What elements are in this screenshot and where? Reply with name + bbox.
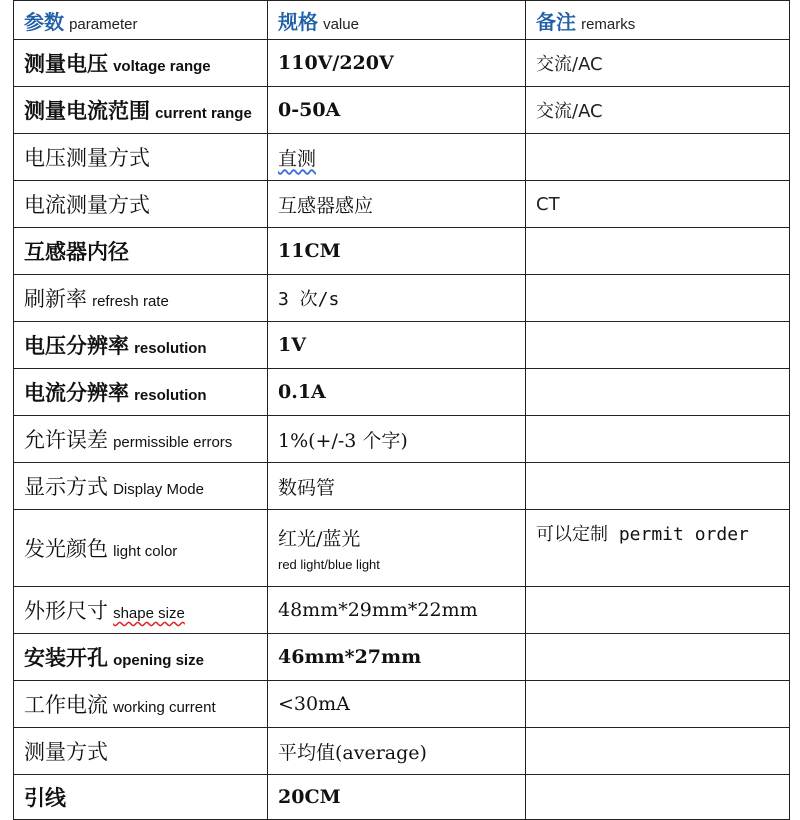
remark-cell [526, 775, 790, 820]
param-cell: 电流测量方式 [14, 181, 268, 228]
param-cell: 互感器内径 [14, 228, 268, 275]
param-cell: 外形尺寸 shape size [14, 587, 268, 634]
remark-cell [526, 322, 790, 369]
value-cell: 46mm*27mm [268, 634, 526, 681]
table-row [14, 181, 790, 228]
value-cell: <30mA [268, 681, 526, 728]
header-remarks: 备注 remarks [526, 1, 790, 40]
remark-cell [526, 228, 790, 275]
remark-cell [526, 416, 790, 463]
remark-cell [526, 634, 790, 681]
remark-cell [526, 463, 790, 510]
table-row [14, 369, 790, 416]
remark-cell [526, 369, 790, 416]
remark-cell: 交流/AC [526, 40, 790, 87]
param-cell: 安装开孔 opening size [14, 634, 268, 681]
table-row [14, 322, 790, 369]
value-cell: 1%(+/-3 个字) [268, 416, 526, 463]
value-cell: 0-50A [268, 87, 526, 134]
table-row [14, 134, 790, 181]
spec-table [13, 0, 790, 820]
header-parameter: 参数 parameter [14, 1, 268, 40]
table-row [14, 416, 790, 463]
table-row [14, 510, 790, 587]
remark-cell [526, 728, 790, 775]
remark-cell [526, 587, 790, 634]
remark-cell: CT [526, 181, 790, 228]
value-cell: 3 次/s [268, 275, 526, 322]
value-cell: 48mm*29mm*22mm [268, 587, 526, 634]
table-row [14, 728, 790, 775]
table-row [14, 634, 790, 681]
value-cell: 平均值(average) [268, 728, 526, 775]
remark-cell [526, 134, 790, 181]
table-row [14, 275, 790, 322]
table-row [14, 775, 790, 820]
value-cell: 直测 [268, 134, 526, 181]
param-cell: 测量电流范围 current range [14, 87, 268, 134]
param-cell: 显示方式 Display Mode [14, 463, 268, 510]
value-cell: 互感器感应 [268, 181, 526, 228]
value-cell: 20CM [268, 775, 526, 820]
value-cell: 11CM [268, 228, 526, 275]
remark-cell [526, 275, 790, 322]
table-row [14, 587, 790, 634]
table-row [14, 228, 790, 275]
value-cell: 0.1A [268, 369, 526, 416]
value-cell: 红光/蓝光 red light/blue light [268, 510, 526, 587]
table-row [14, 681, 790, 728]
param-cell: 电压测量方式 [14, 134, 268, 181]
remark-cell [526, 681, 790, 728]
param-cell: 电压分辨率 resolution [14, 322, 268, 369]
param-cell: 刷新率 refresh rate [14, 275, 268, 322]
table-row [14, 87, 790, 134]
value-cell: 数码管 [268, 463, 526, 510]
value-cell: 110V/220V [268, 40, 526, 87]
table-row [14, 40, 790, 87]
param-cell: 引线 [14, 775, 268, 820]
param-cell: 测量方式 [14, 728, 268, 775]
param-cell: 允许误差 permissible errors [14, 416, 268, 463]
table-row [14, 463, 790, 510]
header-value: 规格 value [268, 1, 526, 40]
remark-cell: 交流/AC [526, 87, 790, 134]
header-row [14, 1, 790, 40]
value-cell: 1V [268, 322, 526, 369]
param-cell: 发光颜色 light color [14, 510, 268, 587]
param-cell: 电流分辨率 resolution [14, 369, 268, 416]
remark-cell: 可以定制 permit order [526, 510, 790, 587]
param-cell: 工作电流 working current [14, 681, 268, 728]
param-cell: 测量电压 voltage range [14, 40, 268, 87]
